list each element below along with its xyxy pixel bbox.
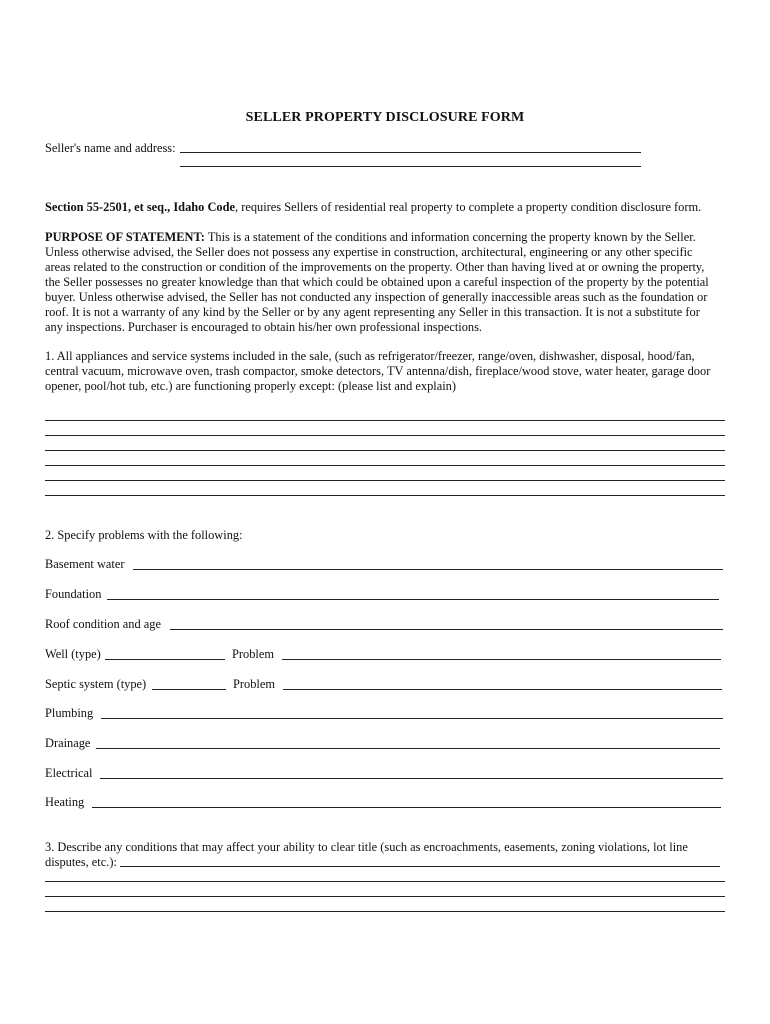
heating-label: Heating (45, 795, 85, 809)
septic-type-field[interactable] (152, 689, 226, 690)
purpose-line: roof. It is not a warranty of any kind by the Seller or by any agent representing any Seller in this transaction. It is not a substitute for (45, 305, 700, 319)
q3-answer-line-4[interactable] (45, 911, 725, 912)
well-type-label: Well (type) (45, 647, 101, 661)
plumbing-field[interactable] (101, 718, 723, 719)
purpose-line: areas related to the construction or condition of the improvements on the property. Other than having lived at or owning the property, (45, 260, 705, 274)
question-1-line: 1. All appliances and service systems included in the sale, (such as refrigerator/freezer, range/oven, dishwasher, disposal, hood/fan, (45, 349, 695, 363)
heating-field[interactable] (92, 807, 721, 808)
septic-problem-field[interactable] (283, 689, 722, 690)
purpose-line: This is a statement of the conditions and information concerning the property known by the Seller. (204, 230, 696, 244)
seller-name-field[interactable] (180, 152, 641, 153)
question-1-line: central vacuum, microwave oven, trash compactor, smoke detectors, TV antenna/dish, fireplace/wood stove, water heater, garage door (45, 364, 711, 378)
q1-answer-line-1[interactable] (45, 420, 725, 421)
q3-answer-line-2[interactable] (45, 881, 725, 882)
purpose-line: buyer. Unless otherwise advised, the Seller has not conducted any inspection of generally inaccessible areas such as the foundation or (45, 290, 708, 304)
section-reference-bold: Section 55-2501, et seq., Idaho Code (45, 200, 235, 214)
purpose-line: the Seller possesses no greater knowledge than that which could be obtained upon a careful inspection of the property by the potential (45, 275, 709, 289)
seller-name-label: Seller's name and address: (45, 141, 176, 155)
roof-label: Roof condition and age (45, 617, 161, 631)
purpose-heading: PURPOSE OF STATEMENT: (45, 230, 205, 244)
purpose-statement (45, 230, 729, 335)
roof-field[interactable] (170, 629, 723, 630)
purpose-line: any inspections. Purchaser is encouraged to obtain his/her own professional inspections. (45, 320, 483, 334)
section-reference-text: , requires Sellers of residential real property to complete a property condition disclosure form. (235, 200, 702, 214)
q1-answer-line-2[interactable] (45, 435, 725, 436)
section-reference (45, 200, 729, 215)
q1-answer-line-4[interactable] (45, 465, 725, 466)
well-type-field[interactable] (105, 659, 225, 660)
seller-address-field[interactable] (180, 166, 641, 167)
question-1 (45, 349, 729, 394)
plumbing-label: Plumbing (45, 706, 94, 720)
well-problem-label: Problem (232, 647, 274, 661)
septic-type-label: Septic system (type) (45, 677, 147, 691)
q1-answer-line-5[interactable] (45, 480, 725, 481)
electrical-field[interactable] (100, 778, 723, 779)
q1-answer-line-3[interactable] (45, 450, 725, 451)
question-2-heading: 2. Specify problems with the following: (45, 528, 243, 542)
question-3-line-1: 3. Describe any conditions that may affect your ability to clear title (such as encroachments, easements, zoning violations, lot line (45, 840, 688, 854)
q1-answer-line-6[interactable] (45, 495, 725, 496)
question-3-line-2: disputes, etc.): (45, 855, 117, 869)
basement-water-label: Basement water (45, 557, 125, 571)
q3-answer-line-3[interactable] (45, 896, 725, 897)
q3-answer-line-1[interactable] (120, 866, 720, 867)
form-title: SELLER PROPERTY DISCLOSURE FORM (245, 110, 525, 125)
drainage-field[interactable] (96, 748, 720, 749)
basement-water-field[interactable] (133, 569, 723, 570)
purpose-line: Unless otherwise advised, the Seller does not possess any expertise in construction, architectural, engineering or any other specific (45, 245, 693, 259)
question-1-line: opener, pool/hot tub, etc.) are functioning properly except: (please list and explain) (45, 379, 457, 393)
foundation-field[interactable] (107, 599, 719, 600)
electrical-label: Electrical (45, 766, 93, 780)
well-problem-field[interactable] (282, 659, 721, 660)
septic-problem-label: Problem (233, 677, 275, 691)
foundation-label: Foundation (45, 587, 102, 601)
drainage-label: Drainage (45, 736, 91, 750)
